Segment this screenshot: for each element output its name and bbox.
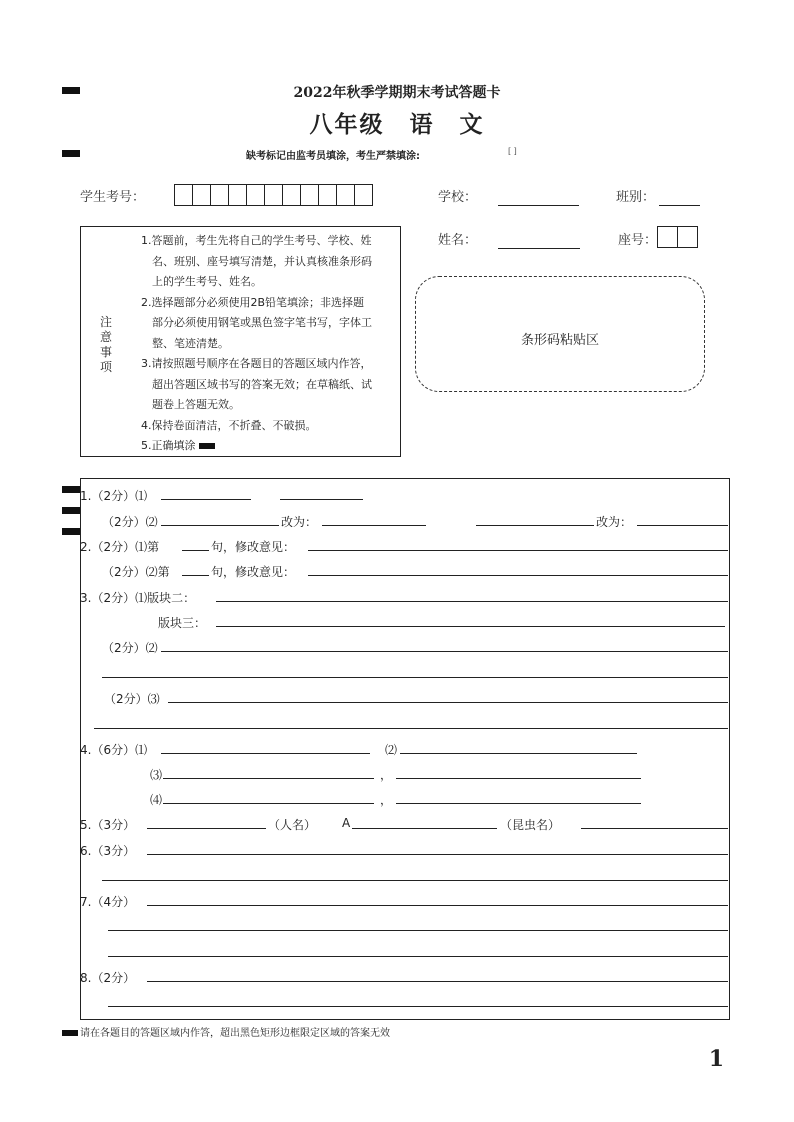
footer-note — [62, 1024, 390, 1039]
timing-mark — [62, 486, 80, 493]
notice-line: 超出答题区域书写的答案无效；在草稿纸、试 — [152, 377, 372, 391]
q2-part2-sentence-no[interactable] — [182, 575, 209, 576]
q4-part3-comma: ， — [380, 768, 393, 782]
notice-body — [141, 231, 393, 457]
q8-label: 8.（2分） — [80, 971, 136, 985]
q5-a-label: A — [342, 816, 351, 830]
q7-answer-line[interactable] — [108, 956, 728, 957]
notice-line: 5.正确填涂 — [141, 439, 196, 452]
answer-area — [80, 478, 730, 1020]
q1-part2-fix-a[interactable] — [322, 525, 426, 526]
q2-part2-suggest-label: 句，修改意见： — [211, 565, 296, 579]
notice-heading: 注意事项 — [99, 315, 112, 374]
notice-line: 部分必须使用钢笔或黑色签字笔书写，字体工 — [152, 316, 372, 329]
q4-part4-answer-a[interactable] — [163, 803, 374, 804]
class-input[interactable] — [659, 205, 700, 206]
page-number: 1 — [708, 1046, 724, 1072]
q3-part1-label: 3.（2分）⑴版块二： — [80, 591, 196, 605]
q2-part2-answer[interactable] — [308, 575, 728, 576]
q5-insect-label: （昆虫名） — [500, 818, 561, 832]
q4-part4-comma: ， — [380, 793, 393, 807]
q4-part2-answer[interactable] — [400, 753, 637, 754]
q3-part3-answer[interactable] — [168, 702, 728, 703]
q3-part1-answer-a[interactable] — [216, 601, 728, 602]
q2-part1-answer[interactable] — [308, 550, 728, 551]
q8-answer-line[interactable] — [108, 1006, 728, 1007]
footer-text: 请在各题目的答题区域内作答，超出黑色矩形边框限定区域的答案无效 — [80, 1028, 390, 1039]
q5-person-answer[interactable] — [147, 828, 266, 829]
exam-title: 2022年秋季学期期末考试答题卡 — [293, 85, 501, 101]
q3-part1-label-b: 版块三： — [158, 616, 207, 630]
q4-part1-label: 4.（6分）⑴ — [80, 743, 148, 757]
q6-answer[interactable] — [147, 854, 728, 855]
absent-note: 缺考标记由监考员填涂，考生严禁填涂: — [246, 151, 420, 162]
q2-part2-label: （2分）⑵第 — [102, 565, 170, 579]
q5-label: 5.（3分） — [80, 818, 136, 832]
q1-part2-fix-label-a: 改为： — [281, 515, 318, 529]
notice-line: 3.请按照题号顺序在各题目的答题区域内作答， — [141, 357, 372, 370]
filled-mark-example — [199, 443, 215, 449]
q1-part1-label: 1.（2分）⑴ — [80, 489, 148, 503]
q1-part2-fix-b[interactable] — [637, 525, 728, 526]
q3-part1-answer-b[interactable] — [216, 626, 725, 627]
q2-part1-label: 2.（2分）⑴第 — [80, 540, 160, 554]
q1-part2-label: （2分）⑵ — [102, 515, 158, 529]
q8-answer[interactable] — [147, 981, 728, 982]
q4-part4-answer-b[interactable] — [396, 803, 641, 804]
q7-label: 7.（4分） — [80, 895, 136, 909]
student-id-grid[interactable] — [175, 184, 373, 206]
q7-answer-line[interactable] — [108, 930, 728, 931]
q4-part3-answer-b[interactable] — [396, 778, 641, 779]
student-id-label: 学生考号： — [80, 190, 146, 205]
name-label: 姓名： — [438, 233, 478, 248]
q4-part1-answer[interactable] — [161, 753, 370, 754]
notice-line: 2.选择题部分必须使用2B铅笔填涂；非选择题 — [141, 295, 365, 309]
q7-answer[interactable] — [147, 905, 728, 906]
q3-part3-label: （2分）⑶ — [104, 692, 160, 706]
timing-mark — [62, 150, 80, 157]
barcode-label: 条形码粘贴区 — [520, 333, 599, 348]
notice-line: 4.保持卷面清洁，不折叠、不破损。 — [141, 418, 317, 432]
q3-part3-answer-line[interactable] — [94, 728, 728, 729]
q6-answer-line[interactable] — [102, 880, 728, 881]
timing-mark — [62, 528, 80, 535]
school-input[interactable] — [498, 205, 579, 206]
q5-person-label: （人名） — [268, 818, 317, 832]
notice-line: 1.答题前，考生先将自己的学生考号、学校、姓 — [141, 234, 372, 247]
q4-part3-label: ⑶ — [150, 768, 163, 782]
q4-part2-label: ⑵ — [385, 743, 398, 757]
q1-part1-answer-a[interactable] — [161, 499, 251, 500]
name-input[interactable] — [498, 248, 580, 249]
q4-part4-label: ⑷ — [150, 793, 163, 807]
q3-part2-label: （2分）⑵ — [102, 641, 158, 655]
notice-line-fill-example — [141, 436, 393, 457]
q2-part1-suggest-label: 句，修改意见： — [211, 540, 296, 554]
seat-label: 座号： — [618, 233, 658, 248]
q5-insect-answer[interactable] — [581, 828, 728, 829]
footer-mark — [62, 1030, 78, 1036]
school-label: 学校： — [438, 190, 478, 205]
q5-a-answer[interactable] — [352, 828, 497, 829]
timing-mark — [62, 507, 80, 514]
notice-box — [80, 226, 401, 457]
q2-part1-sentence-no[interactable] — [182, 550, 209, 551]
notice-line: 上的学生考号、姓名。 — [152, 275, 262, 288]
q4-part3-answer-a[interactable] — [163, 778, 374, 779]
q1-part2-answer-a[interactable] — [161, 525, 279, 526]
q1-part2-fix-label-b: 改为： — [596, 515, 633, 529]
q1-part1-answer-b[interactable] — [280, 499, 363, 500]
absent-checkbox[interactable]: [ ] — [508, 147, 517, 156]
barcode-area — [415, 276, 705, 392]
class-label: 班别： — [616, 190, 656, 205]
notice-line: 整、笔迹清楚。 — [152, 336, 229, 350]
seat-grid[interactable] — [658, 226, 698, 248]
subject-title: 八年级 语 文 — [309, 111, 485, 138]
notice-line: 名、班别、座号填写清楚，并认真核准条形码 — [152, 254, 372, 268]
q3-part2-answer[interactable] — [161, 651, 728, 652]
q1-part2-answer-b[interactable] — [476, 525, 594, 526]
q3-part2-answer-line[interactable] — [102, 677, 728, 678]
q6-label: 6.（3分） — [80, 844, 136, 858]
notice-line: 题卷上答题无效。 — [152, 398, 240, 411]
